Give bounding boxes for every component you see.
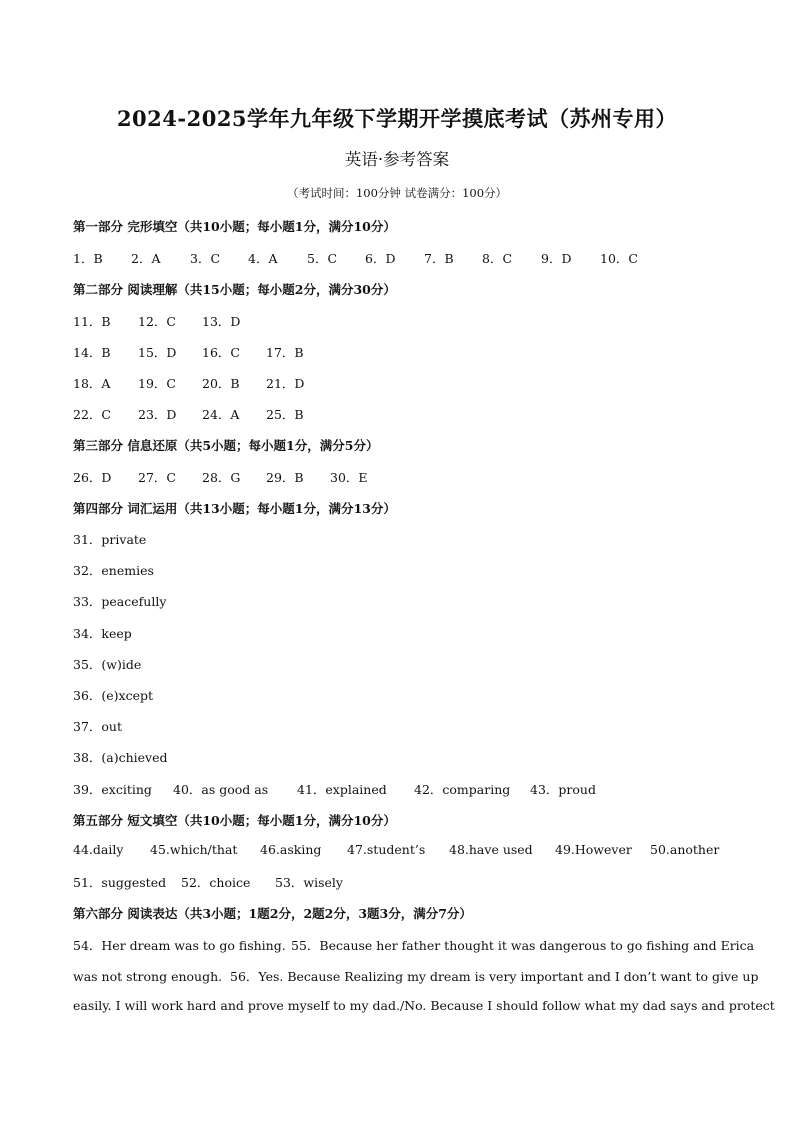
answer-25: 25．B xyxy=(266,407,304,422)
answer-20: 20．B xyxy=(202,376,240,391)
answer-16: 16．C xyxy=(202,345,240,360)
answer-row-part2-3 xyxy=(73,374,304,392)
answer-31: 31．private xyxy=(73,532,147,547)
answer-12: 12．C xyxy=(138,314,176,329)
answer-23: 23．D xyxy=(138,407,177,422)
answer-row-part4-39-43 xyxy=(73,780,596,798)
answer-7: 7．B xyxy=(424,251,454,266)
answer-row-part2-1 xyxy=(73,312,240,330)
answer-55-start: 55．Because her father thought it was dangerous to go fishing and Erica xyxy=(291,938,755,953)
answer-row-part5-1 xyxy=(73,842,719,857)
answer-38: 38．(a)chieved xyxy=(73,750,168,765)
answer-32: 32．enemies xyxy=(73,563,154,578)
answer-row-part2-2 xyxy=(73,343,304,361)
answer-10: 10．C xyxy=(600,251,638,266)
answer-13: 13．D xyxy=(202,314,241,329)
answer-paragraph-line-3 xyxy=(73,998,775,1013)
answer-34: 34．keep xyxy=(73,626,132,641)
answer-48: 48.have used xyxy=(449,842,533,857)
answer-46: 46.asking xyxy=(260,842,322,857)
answer-56-cont: easily. I will work hard and prove myself to my dad./No. Because I should follow what my dad says and protect xyxy=(73,998,775,1013)
answer-36: 36．(e)xcept xyxy=(73,688,154,703)
answer-41: 41．explained xyxy=(297,782,387,797)
answer-row-part5-2 xyxy=(73,873,343,891)
answer-54: 54．Her dream was to go fishing. xyxy=(73,938,286,953)
answer-21: 21．D xyxy=(266,376,305,391)
answer-40: 40．as good as xyxy=(173,782,269,797)
answer-4: 4．A xyxy=(248,251,278,266)
section-heading-6: 第六部分 阅读表达（共3小题；1题2分，2题2分，3题3分，满分7分） xyxy=(73,906,472,921)
answer-33: 33．peacefully xyxy=(73,594,167,609)
answer-18: 18．A xyxy=(73,376,111,391)
answer-19: 19．C xyxy=(138,376,176,391)
answer-50: 50.another xyxy=(650,842,720,857)
answer-6: 6．D xyxy=(365,251,396,266)
answer-39: 39．exciting xyxy=(73,782,152,797)
answer-row-part1 xyxy=(73,249,638,267)
section-heading-3: 第三部分 信息还原（共5小题；每小题1分，满分5分） xyxy=(73,438,379,453)
answer-15: 15．D xyxy=(138,345,177,360)
section-heading-4: 第四部分 词汇运用（共13小题；每小题1分，满分13分） xyxy=(73,501,396,516)
answer-5: 5．C xyxy=(307,251,338,266)
answer-49: 49.However xyxy=(555,842,632,857)
exam-info: （考试时间：100分钟 试卷满分：100分） xyxy=(286,186,508,200)
answer-29: 29．B xyxy=(266,470,304,485)
answer-14: 14．B xyxy=(73,345,111,360)
answer-17: 17．B xyxy=(266,345,304,360)
answer-paragraph-line-2 xyxy=(73,967,759,985)
answer-28: 28．G xyxy=(202,470,241,485)
answer-3: 3．C xyxy=(190,251,221,266)
answer-8: 8．C xyxy=(482,251,513,266)
answer-24: 24．A xyxy=(202,407,240,422)
answer-26: 26．D xyxy=(73,470,112,485)
answer-55-end: was not strong enough. xyxy=(73,969,223,984)
answer-9: 9．D xyxy=(541,251,572,266)
answer-22: 22．C xyxy=(73,407,111,422)
answer-44: 44.daily xyxy=(73,842,124,857)
answer-51: 51．suggested xyxy=(73,875,167,890)
document-subtitle: 英语·参考答案 xyxy=(344,150,450,169)
answer-11: 11．B xyxy=(73,314,111,329)
answer-47: 47.student’s xyxy=(347,842,426,857)
answer-1: 1．B xyxy=(73,251,103,266)
answer-30: 30．E xyxy=(330,470,368,485)
section-heading-5: 第五部分 短文填空（共10小题；每小题1分，满分10分） xyxy=(73,813,396,828)
answer-43: 43．proud xyxy=(530,782,596,797)
answer-2: 2．A xyxy=(131,251,161,266)
answer-row-part3 xyxy=(73,468,368,486)
section-heading-2: 第二部分 阅读理解（共15小题；每小题2分，满分30分） xyxy=(73,282,396,297)
answer-37: 37．out xyxy=(73,719,123,734)
answer-45: 45.which/that xyxy=(150,842,238,857)
answer-27: 27．C xyxy=(138,470,176,485)
answer-row-part2-4 xyxy=(73,405,304,423)
answer-42: 42．comparing xyxy=(414,782,511,797)
answer-56-start: 56．Yes. Because Realizing my dream is very important and I don’t want to give up xyxy=(230,969,759,984)
document-title: 2024-2025学年九年级下学期开学摸底考试（苏州专用） xyxy=(116,106,678,131)
answer-paragraph-line-1 xyxy=(73,936,755,954)
answer-35: 35．(w)ide xyxy=(73,657,142,672)
answer-53: 53．wisely xyxy=(275,875,343,890)
section-heading-1: 第一部分 完形填空（共10小题；每小题1分，满分10分） xyxy=(73,219,396,234)
answer-52: 52．choice xyxy=(181,875,251,890)
